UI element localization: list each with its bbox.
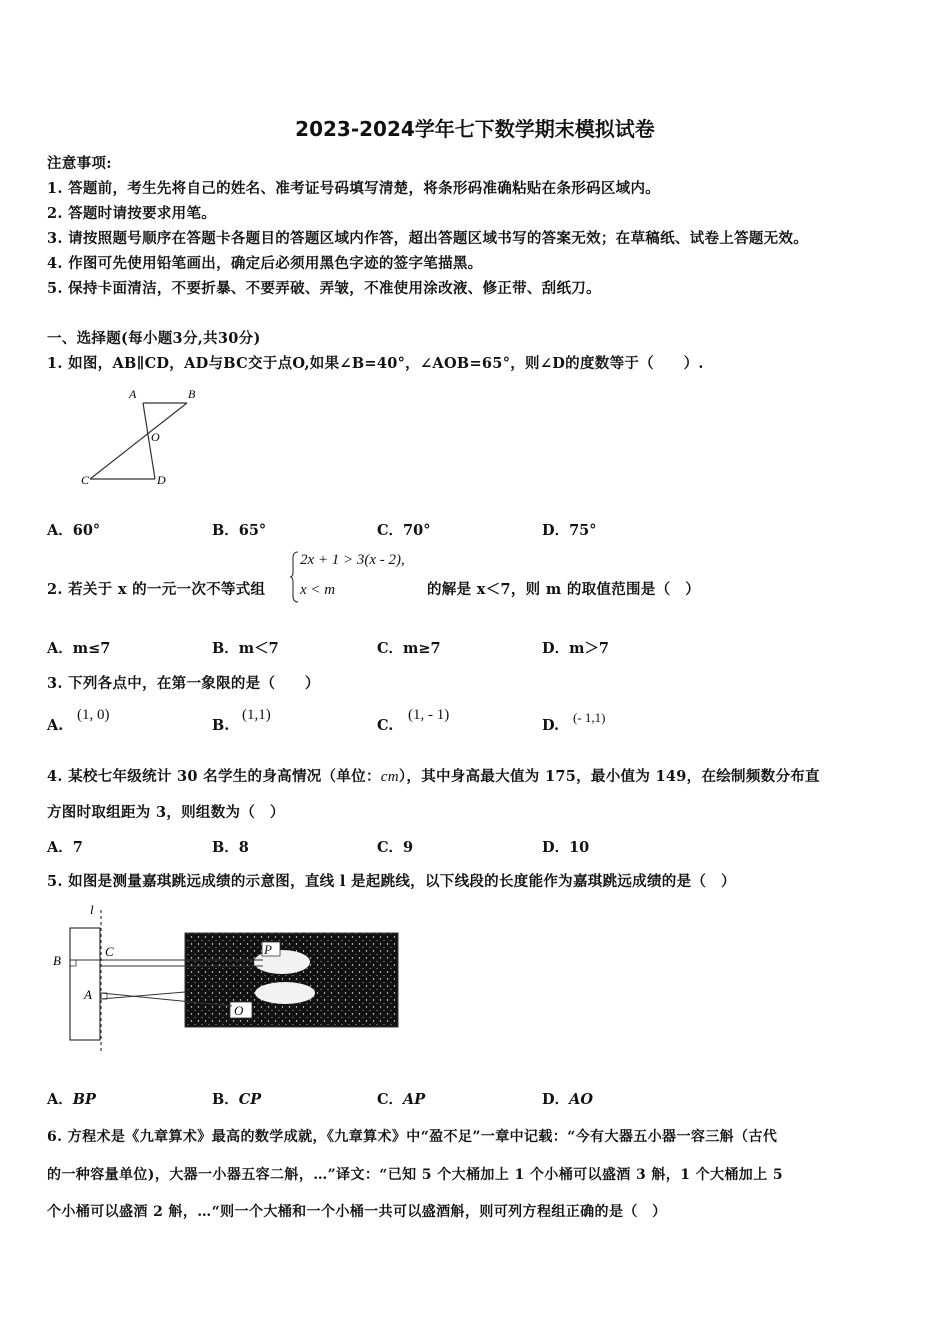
option-value: (1, - 1) (408, 707, 450, 723)
point-d-label: D (157, 473, 166, 487)
notice-item: 3. 请按照题号顺序在答题卡各题目的答题区域内作答，超出答题区域书写的答案无效；在草稿纸、试卷上答题无效。 (47, 230, 809, 247)
question-6-text-cont: 的一种容量单位)，大器一小器五容二斛，…”译文：“已知 5 个大桶加上 1 个小桶可以盛酒 3 斛，1 个大桶加上 5 (47, 1167, 784, 1183)
q4-option-b: B．8 (212, 839, 249, 856)
q3-option-b (212, 707, 271, 734)
inequality-1: 2x + 1 > 3(x - 2), (300, 552, 405, 568)
option-label: C. (377, 717, 394, 734)
option-label: B. (212, 717, 230, 734)
question-2-prefix: 2. 若关于 x 的一元一次不等式组 (47, 581, 266, 598)
option-value: (1, 0) (77, 707, 110, 723)
q4-option-c: C．9 (377, 839, 414, 856)
point-c-label: C (105, 944, 114, 959)
option-value: (- 1,1) (573, 710, 606, 725)
q2-option-c: C．m≥7 (377, 640, 441, 657)
q1-option-a: A．60° (47, 522, 101, 539)
point-b-label: B (188, 387, 196, 401)
point-c-label: C (81, 473, 90, 487)
q4-option-a: A．7 (47, 839, 83, 856)
q5-option-c: C．AP (377, 1091, 426, 1108)
page-title: 2023-2024学年七下数学期末模拟试卷 (295, 117, 655, 141)
inequality-2: x < m (300, 582, 336, 598)
point-a-label: A (129, 387, 137, 401)
question-1-figure (75, 385, 205, 490)
q1-option-c: C．70° (377, 522, 431, 539)
question-3-text: 3. 下列各点中，在第一象限的是（ ） (47, 675, 320, 692)
question-5-text: 5. 如图是测量嘉琪跳远成绩的示意图，直线 l 是起跳线，以下线段的长度能作为嘉琪跳远成绩的是（ ） (47, 873, 736, 890)
brace-icon (290, 550, 300, 604)
option-value: (1,1) (242, 707, 271, 723)
question-6-text-cont: 个小桶可以盛酒 2 斛，…“则一个大桶和一个小桶一共可以盛酒斛，则可列方程组正确的是（ ） (47, 1204, 667, 1220)
question-2-suffix: 的解是 x＜7，则 m 的取值范围是（ ） (427, 581, 701, 598)
q3-option-d (542, 710, 606, 734)
q1-option-d: D．75° (542, 522, 597, 539)
question-4-text: 4. 某校七年级统计 30 名学生的身高情况（单位：cm），其中身高最大值为 175，最小值为 149，在绘制频数分布直 (47, 768, 820, 785)
q3-option-a (47, 707, 110, 734)
question-4-text-cont: 方图时取组距为 3，则组数为（ ） (47, 804, 285, 821)
q5-option-b: B．CP (212, 1091, 262, 1108)
q3-option-c (377, 707, 450, 734)
notice-item: 2. 答题时请按要求用笔。 (47, 205, 217, 222)
point-a-label: A (84, 987, 92, 1002)
point-p-label: P (264, 942, 272, 957)
question-5-figure (50, 900, 410, 1060)
notice-item: 1. 答题前，考生先将自己的姓名、准考证号码填写清楚，将条形码准确粘贴在条形码区域内。 (47, 180, 661, 197)
line-l-label: l (90, 902, 94, 917)
q2-option-a: A．m≤7 (47, 640, 111, 657)
option-label: D. (542, 717, 560, 734)
notice-heading: 注意事项: (47, 155, 112, 172)
question-6-text: 6. 方程术是《九章算术》最高的数学成就，《九章算术》中“盈不足”一章中记载：“今有大器五小器一容三斛（古代 (47, 1129, 778, 1145)
q5-option-d: D．AO (542, 1091, 593, 1108)
section-heading: 一、选择题(每小题3分,共30分) (47, 330, 261, 347)
notice-item: 5. 保持卡面清洁，不要折暴、不要弄破、弄皱，不准使用涂改液、修正带、刮纸刀。 (47, 280, 601, 297)
point-o-label: O (151, 430, 160, 444)
notice-item: 4. 作图可先使用铅笔画出，确定后必须用黑色字迹的签字笔描黑。 (47, 255, 483, 272)
q1-option-b: B．65° (212, 522, 267, 539)
q4-option-d: D．10 (542, 839, 590, 856)
point-o-label: O (234, 1003, 244, 1018)
question-1-text: 1. 如图，AB∥CD，AD与BC交于点O,如果∠B=40°，∠AOB=65°，则∠D的度数等于（ ）. (47, 355, 704, 372)
q2-option-b: B．m＜7 (212, 640, 279, 657)
point-b-label: B (53, 953, 61, 968)
unit-cm: cm (380, 769, 399, 785)
option-label: A. (47, 717, 64, 734)
q5-option-a: A．BP (47, 1091, 96, 1108)
q2-option-d: D．m＞7 (542, 640, 610, 657)
